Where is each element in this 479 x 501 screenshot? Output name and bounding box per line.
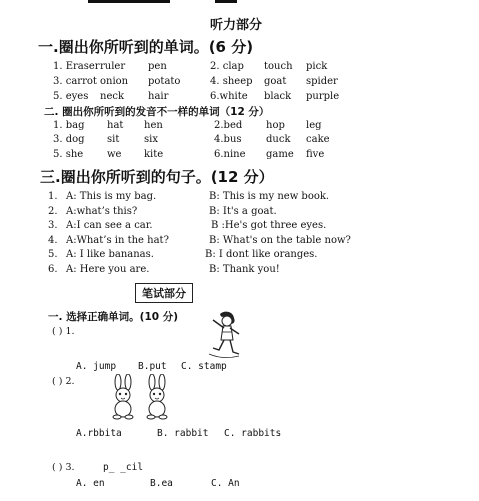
sentence-number: 6. — [48, 264, 58, 275]
part1-word: 2. clap — [210, 61, 244, 72]
part1-heading: 一.圈出你所听到的单词。(6 分) — [38, 38, 254, 56]
part1-word: ruler — [100, 61, 126, 72]
part1-word: 3. carrot — [53, 76, 97, 87]
sentence-b: B: This is my new book. — [209, 191, 330, 202]
listening-title: 听力部分 — [210, 18, 263, 33]
writing-title: 笔试部分 — [135, 283, 193, 303]
option-c: C. rabbits — [224, 428, 282, 439]
option-b: B.put — [138, 361, 167, 372]
option-c: C. stamp — [181, 361, 227, 372]
girl-jumping-icon — [203, 310, 241, 360]
sentence-b: B: I dont like oranges. — [205, 249, 318, 260]
header-underline — [88, 0, 170, 3]
part2-word: 6.nine — [214, 149, 246, 160]
part1-word: potato — [148, 76, 181, 87]
q1-label: ( ) 1. — [52, 326, 75, 337]
sentence-a: A: Here you are. — [66, 264, 150, 275]
option-b: B.ea — [150, 478, 173, 489]
part1-word: pick — [306, 61, 328, 72]
q2-label: ( ) 2. — [52, 376, 75, 387]
part2-word: hop — [266, 120, 285, 131]
part1-word: goat — [264, 76, 287, 87]
sentence-number: 2. — [48, 206, 58, 217]
part1-word: purple — [306, 91, 340, 102]
sentence-number: 4. — [48, 235, 58, 246]
part2-word: 3. dog — [53, 134, 85, 145]
sentence-a: A:What’s in the hat? — [66, 235, 169, 246]
part2-word: hat — [107, 120, 124, 131]
part2-word: 2.bed — [214, 120, 243, 131]
part3-heading: 三.圈出你所听到的句子。(12 分） — [40, 168, 274, 186]
part2-word: 4.bus — [214, 134, 242, 145]
writing1-heading: 一. 选择正确单词。(10 分) — [48, 311, 179, 323]
header-underline-short — [215, 0, 237, 3]
part2-word: six — [144, 134, 158, 145]
q3-label: ( ) 3. — [52, 462, 75, 473]
option-a: A. en — [76, 478, 105, 489]
option-c: C. An — [211, 478, 240, 489]
sentence-b: B: What's on the table now? — [209, 235, 351, 246]
part2-word: five — [306, 149, 325, 160]
part2-word: 1. bag — [53, 120, 85, 131]
part2-word: kite — [144, 149, 164, 160]
part2-word: hen — [144, 120, 163, 131]
part2-word: duck — [266, 134, 291, 145]
part1-word: onion — [100, 76, 129, 87]
part1-word: pen — [148, 61, 167, 72]
part2-word: game — [266, 149, 294, 160]
part2-word: we — [107, 149, 122, 160]
option-a: A. jump — [76, 361, 117, 372]
part2-word: sit — [107, 134, 120, 145]
sentence-a: A: This is my bag. — [66, 191, 157, 202]
rabbit-icon — [108, 374, 138, 420]
part1-word: 1. Eraser — [53, 61, 100, 72]
part1-word: neck — [100, 91, 125, 102]
part2-word: leg — [306, 120, 322, 131]
part1-word: 6.white — [210, 91, 248, 102]
part2-word: 5. she — [53, 149, 84, 160]
option-b: B. rabbit — [157, 428, 209, 439]
part1-word: black — [264, 91, 292, 102]
sentence-number: 1. — [48, 191, 58, 202]
sentence-a: A:I can see a car. — [66, 220, 153, 231]
part1-word: spider — [306, 76, 338, 87]
sentence-b: B: Thank you! — [209, 264, 280, 275]
sentence-a: A:what’s this? — [66, 206, 138, 217]
part2-word: cake — [306, 134, 330, 145]
q3-stem: p_ _cil — [103, 462, 144, 473]
part1-word: 4. sheep — [210, 76, 253, 87]
part1-word: touch — [264, 61, 293, 72]
sentence-a: A: I like bananas. — [66, 249, 154, 260]
part2-heading: 二. 圈出你所听到的发音不一样的单词（12 分） — [44, 106, 270, 118]
sentence-b: B: It's a goat. — [209, 206, 277, 217]
sentence-b: B :He's got three eyes. — [211, 220, 327, 231]
option-a: A.rbbita — [76, 428, 122, 439]
rabbit-icon — [142, 374, 172, 420]
part1-word: 5. eyes — [53, 91, 89, 102]
sentence-number: 3. — [48, 220, 58, 231]
part1-word: hair — [148, 91, 169, 102]
sentence-number: 5. — [48, 249, 58, 260]
